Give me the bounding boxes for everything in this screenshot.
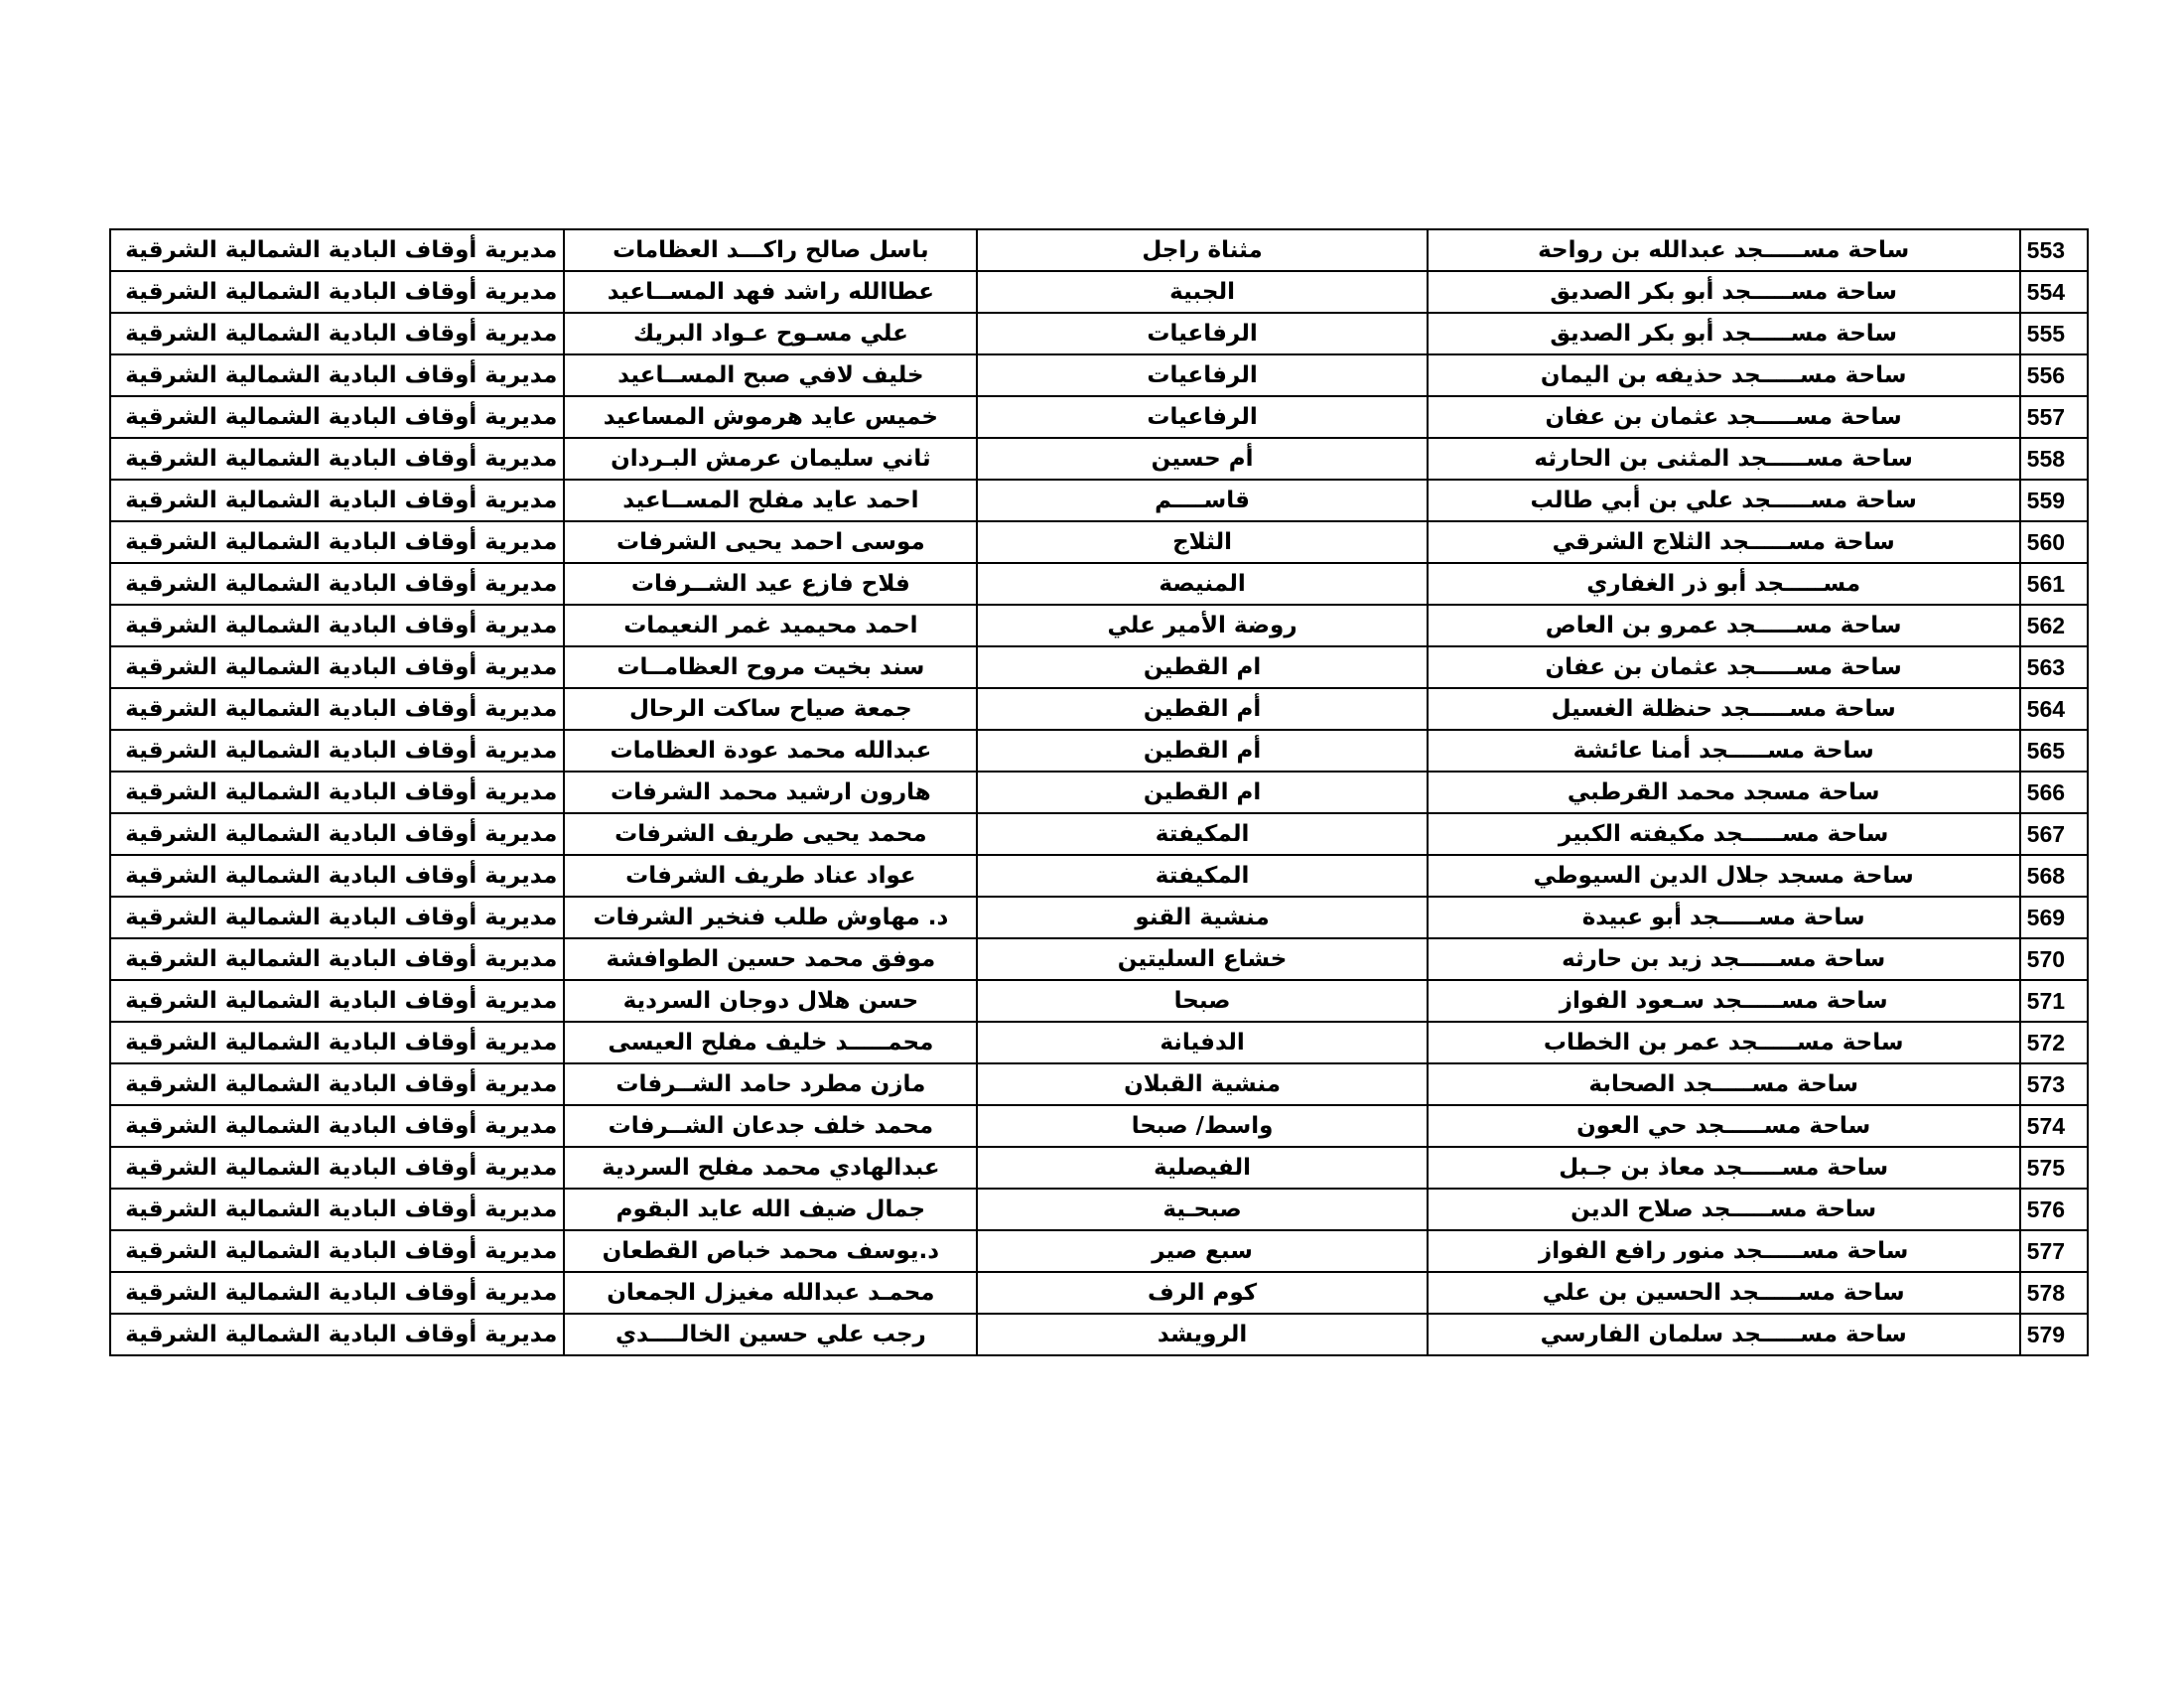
directorate-cell: مديرية أوقاف البادية الشمالية الشرقية <box>110 605 564 646</box>
person-name-cell: رجب علي حسين الخالــــدي <box>564 1314 977 1355</box>
site-cell: مســـــجد أبو ذر الغفاري <box>1428 563 2020 605</box>
area-cell: الفيصلية <box>977 1147 1427 1189</box>
person-name-cell: فلاح فازع عيد الشــرفات <box>564 563 977 605</box>
area-cell: أم حسين <box>977 438 1427 480</box>
area-cell: سبع صير <box>977 1230 1427 1272</box>
directorate-cell: مديرية أوقاف البادية الشمالية الشرقية <box>110 396 564 438</box>
person-name-cell: عبدالهادي محمد مفلح السردية <box>564 1147 977 1189</box>
site-cell: ساحة مســـــجد علي بن أبي طالب <box>1428 480 2020 521</box>
table-row <box>110 271 2088 313</box>
site-cell: ساحة مســـــجد عمر بن الخطاب <box>1428 1022 2020 1063</box>
person-name-cell: حسن هلال دوجان السردية <box>564 980 977 1022</box>
directorate-cell: مديرية أوقاف البادية الشمالية الشرقية <box>110 271 564 313</box>
person-name-cell: ثاني سليمان عرمش البـردان <box>564 438 977 480</box>
site-cell: ساحة مســـــجد أبو بكر الصديق <box>1428 313 2020 354</box>
directorate-cell: مديرية أوقاف البادية الشمالية الشرقية <box>110 688 564 730</box>
person-name-cell: سند بخيت مروح العظامــات <box>564 646 977 688</box>
row-number-cell: 566 <box>2020 772 2088 813</box>
person-name-cell: هارون ارشيد محمد الشرفات <box>564 772 977 813</box>
area-cell: الرفاعيات <box>977 313 1427 354</box>
person-name-cell: احمد محيميد غمر النعيمات <box>564 605 977 646</box>
table-row <box>110 730 2088 772</box>
row-number-cell: 556 <box>2020 354 2088 396</box>
row-number-cell: 559 <box>2020 480 2088 521</box>
table-row <box>110 1189 2088 1230</box>
person-name-cell: موفق محمد حسين الطوافشة <box>564 938 977 980</box>
person-name-cell: خميس عايد هرموش المساعيد <box>564 396 977 438</box>
area-cell: المكيفتة <box>977 813 1427 855</box>
row-number-cell: 562 <box>2020 605 2088 646</box>
table-row <box>110 313 2088 354</box>
directorate-cell: مديرية أوقاف البادية الشمالية الشرقية <box>110 1189 564 1230</box>
directorate-cell: مديرية أوقاف البادية الشمالية الشرقية <box>110 897 564 938</box>
table-row <box>110 1022 2088 1063</box>
row-number-cell: 577 <box>2020 1230 2088 1272</box>
site-cell: ساحة مســـــجد عمرو بن العاص <box>1428 605 2020 646</box>
site-cell: ساحة مســـــجد أمنا عائشة <box>1428 730 2020 772</box>
person-name-cell: د. مهاوش طلب فنخير الشرفات <box>564 897 977 938</box>
records-table-body <box>110 229 2088 1355</box>
person-name-cell: خليف لافي صبح المســاعيد <box>564 354 977 396</box>
person-name-cell: عبدالله محمد عودة العظامات <box>564 730 977 772</box>
area-cell: منشية القنو <box>977 897 1427 938</box>
table-row <box>110 480 2088 521</box>
area-cell: الرفاعيات <box>977 396 1427 438</box>
area-cell: صبحا <box>977 980 1427 1022</box>
table-row <box>110 938 2088 980</box>
directorate-cell: مديرية أوقاف البادية الشمالية الشرقية <box>110 938 564 980</box>
table-row <box>110 1272 2088 1314</box>
row-number-cell: 578 <box>2020 1272 2088 1314</box>
area-cell: الرفاعيات <box>977 354 1427 396</box>
area-cell: مثناة راجل <box>977 229 1427 271</box>
site-cell: ساحة مســـــجد الحسين بن علي <box>1428 1272 2020 1314</box>
row-number-cell: 576 <box>2020 1189 2088 1230</box>
person-name-cell: علي مسـوح عـواد البريك <box>564 313 977 354</box>
site-cell: ساحة مســـــجد عبدالله بن رواحة <box>1428 229 2020 271</box>
site-cell: ساحة مســـــجد سلمان الفارسي <box>1428 1314 2020 1355</box>
person-name-cell: محمد خلف جدعان الشــرفات <box>564 1105 977 1147</box>
area-cell: ام القطين <box>977 772 1427 813</box>
area-cell: كوم الرف <box>977 1272 1427 1314</box>
site-cell: ساحة مســـــجد حي العون <box>1428 1105 2020 1147</box>
site-cell: ساحة مســـــجد معاذ بن جـبل <box>1428 1147 2020 1189</box>
table-row <box>110 354 2088 396</box>
table-row <box>110 229 2088 271</box>
directorate-cell: مديرية أوقاف البادية الشمالية الشرقية <box>110 1272 564 1314</box>
area-cell: خشاع السليتين <box>977 938 1427 980</box>
directorate-cell: مديرية أوقاف البادية الشمالية الشرقية <box>110 313 564 354</box>
row-number-cell: 574 <box>2020 1105 2088 1147</box>
site-cell: ساحة مســـــجد مكيفته الكبير <box>1428 813 2020 855</box>
area-cell: ام القطين <box>977 646 1427 688</box>
site-cell: ساحة مسجد جلال الدين السيوطي <box>1428 855 2020 897</box>
person-name-cell: جمال ضيف الله عايد البقوم <box>564 1189 977 1230</box>
area-cell: قاســــم <box>977 480 1427 521</box>
site-cell: ساحة مسجد محمد القرطبي <box>1428 772 2020 813</box>
row-number-cell: 553 <box>2020 229 2088 271</box>
directorate-cell: مديرية أوقاف البادية الشمالية الشرقية <box>110 772 564 813</box>
area-cell: واسط/ صبحا <box>977 1105 1427 1147</box>
area-cell: روضة الأمير علي <box>977 605 1427 646</box>
row-number-cell: 555 <box>2020 313 2088 354</box>
site-cell: ساحة مســـــجد عثمان بن عفان <box>1428 646 2020 688</box>
directorate-cell: مديرية أوقاف البادية الشمالية الشرقية <box>110 1105 564 1147</box>
table-row <box>110 980 2088 1022</box>
area-cell: أم القطين <box>977 730 1427 772</box>
table-row <box>110 1230 2088 1272</box>
site-cell: ساحة مســـــجد أبو بكر الصديق <box>1428 271 2020 313</box>
table-row <box>110 688 2088 730</box>
directorate-cell: مديرية أوقاف البادية الشمالية الشرقية <box>110 480 564 521</box>
directorate-cell: مديرية أوقاف البادية الشمالية الشرقية <box>110 1063 564 1105</box>
site-cell: ساحة مســـــجد حذيفه بن اليمان <box>1428 354 2020 396</box>
directorate-cell: مديرية أوقاف البادية الشمالية الشرقية <box>110 563 564 605</box>
person-name-cell: محمد يحيى طريف الشرفات <box>564 813 977 855</box>
area-cell: صبحـية <box>977 1189 1427 1230</box>
row-number-cell: 565 <box>2020 730 2088 772</box>
row-number-cell: 568 <box>2020 855 2088 897</box>
area-cell: منشية القبلان <box>977 1063 1427 1105</box>
directorate-cell: مديرية أوقاف البادية الشمالية الشرقية <box>110 438 564 480</box>
table-row <box>110 396 2088 438</box>
site-cell: ساحة مســـــجد أبو عبيدة <box>1428 897 2020 938</box>
row-number-cell: 572 <box>2020 1022 2088 1063</box>
directorate-cell: مديرية أوقاف البادية الشمالية الشرقية <box>110 1314 564 1355</box>
row-number-cell: 564 <box>2020 688 2088 730</box>
directorate-cell: مديرية أوقاف البادية الشمالية الشرقية <box>110 1230 564 1272</box>
row-number-cell: 569 <box>2020 897 2088 938</box>
table-row <box>110 563 2088 605</box>
person-name-cell: عواد عناد طريف الشرفات <box>564 855 977 897</box>
row-number-cell: 561 <box>2020 563 2088 605</box>
site-cell: ساحة مســـــجد صلاح الدين <box>1428 1189 2020 1230</box>
directorate-cell: مديرية أوقاف البادية الشمالية الشرقية <box>110 229 564 271</box>
table-row <box>110 1063 2088 1105</box>
person-name-cell: باسل صالح راكـــد العظامات <box>564 229 977 271</box>
site-cell: ساحة مســـــجد الصحابة <box>1428 1063 2020 1105</box>
person-name-cell: احمد عايد مفلح المســاعيد <box>564 480 977 521</box>
directorate-cell: مديرية أوقاف البادية الشمالية الشرقية <box>110 855 564 897</box>
row-number-cell: 567 <box>2020 813 2088 855</box>
row-number-cell: 560 <box>2020 521 2088 563</box>
directorate-cell: مديرية أوقاف البادية الشمالية الشرقية <box>110 1022 564 1063</box>
row-number-cell: 563 <box>2020 646 2088 688</box>
table-row <box>110 813 2088 855</box>
area-cell: الجبية <box>977 271 1427 313</box>
directorate-cell: مديرية أوقاف البادية الشمالية الشرقية <box>110 354 564 396</box>
row-number-cell: 554 <box>2020 271 2088 313</box>
area-cell: المكيفتة <box>977 855 1427 897</box>
area-cell: الدفيانة <box>977 1022 1427 1063</box>
person-name-cell: جمعة صياح ساكت الرحال <box>564 688 977 730</box>
row-number-cell: 558 <box>2020 438 2088 480</box>
site-cell: ساحة مســـــجد منور رافع الفواز <box>1428 1230 2020 1272</box>
table-row <box>110 1105 2088 1147</box>
site-cell: ساحة مســـــجد المثنى بن الحارثه <box>1428 438 2020 480</box>
site-cell: ساحة مســـــجد زيد بن حارثه <box>1428 938 2020 980</box>
area-cell: الثلاج <box>977 521 1427 563</box>
table-row <box>110 1314 2088 1355</box>
site-cell: ساحة مســـــجد الثلاج الشرقي <box>1428 521 2020 563</box>
directorate-cell: مديرية أوقاف البادية الشمالية الشرقية <box>110 813 564 855</box>
table-row <box>110 646 2088 688</box>
row-number-cell: 575 <box>2020 1147 2088 1189</box>
directorate-cell: مديرية أوقاف البادية الشمالية الشرقية <box>110 521 564 563</box>
table-row <box>110 897 2088 938</box>
site-cell: ساحة مســـــجد حنظلة الغسيل <box>1428 688 2020 730</box>
site-cell: ساحة مســـــجد عثمان بن عفان <box>1428 396 2020 438</box>
row-number-cell: 570 <box>2020 938 2088 980</box>
person-name-cell: مازن مطرد حامد الشــرفات <box>564 1063 977 1105</box>
table-row <box>110 521 2088 563</box>
row-number-cell: 557 <box>2020 396 2088 438</box>
site-cell: ساحة مســـــجد سـعود الفواز <box>1428 980 2020 1022</box>
person-name-cell: عطاالله راشد فهد المســاعيد <box>564 271 977 313</box>
area-cell: الرويشد <box>977 1314 1427 1355</box>
directorate-cell: مديرية أوقاف البادية الشمالية الشرقية <box>110 646 564 688</box>
row-number-cell: 579 <box>2020 1314 2088 1355</box>
directorate-cell: مديرية أوقاف البادية الشمالية الشرقية <box>110 980 564 1022</box>
person-name-cell: موسى احمد يحيى الشرفات <box>564 521 977 563</box>
table-row <box>110 438 2088 480</box>
person-name-cell: محمـد عبدالله مغيزل الجمعان <box>564 1272 977 1314</box>
records-table <box>109 228 2089 1356</box>
row-number-cell: 571 <box>2020 980 2088 1022</box>
area-cell: أم القطين <box>977 688 1427 730</box>
person-name-cell: د.يوسف محمد خباص القطعان <box>564 1230 977 1272</box>
table-row <box>110 1147 2088 1189</box>
table-row <box>110 855 2088 897</box>
row-number-cell: 573 <box>2020 1063 2088 1105</box>
table-row <box>110 605 2088 646</box>
directorate-cell: مديرية أوقاف البادية الشمالية الشرقية <box>110 730 564 772</box>
person-name-cell: محمـــــد خليف مفلح العيسى <box>564 1022 977 1063</box>
table-row <box>110 772 2088 813</box>
directorate-cell: مديرية أوقاف البادية الشمالية الشرقية <box>110 1147 564 1189</box>
area-cell: المنيصة <box>977 563 1427 605</box>
